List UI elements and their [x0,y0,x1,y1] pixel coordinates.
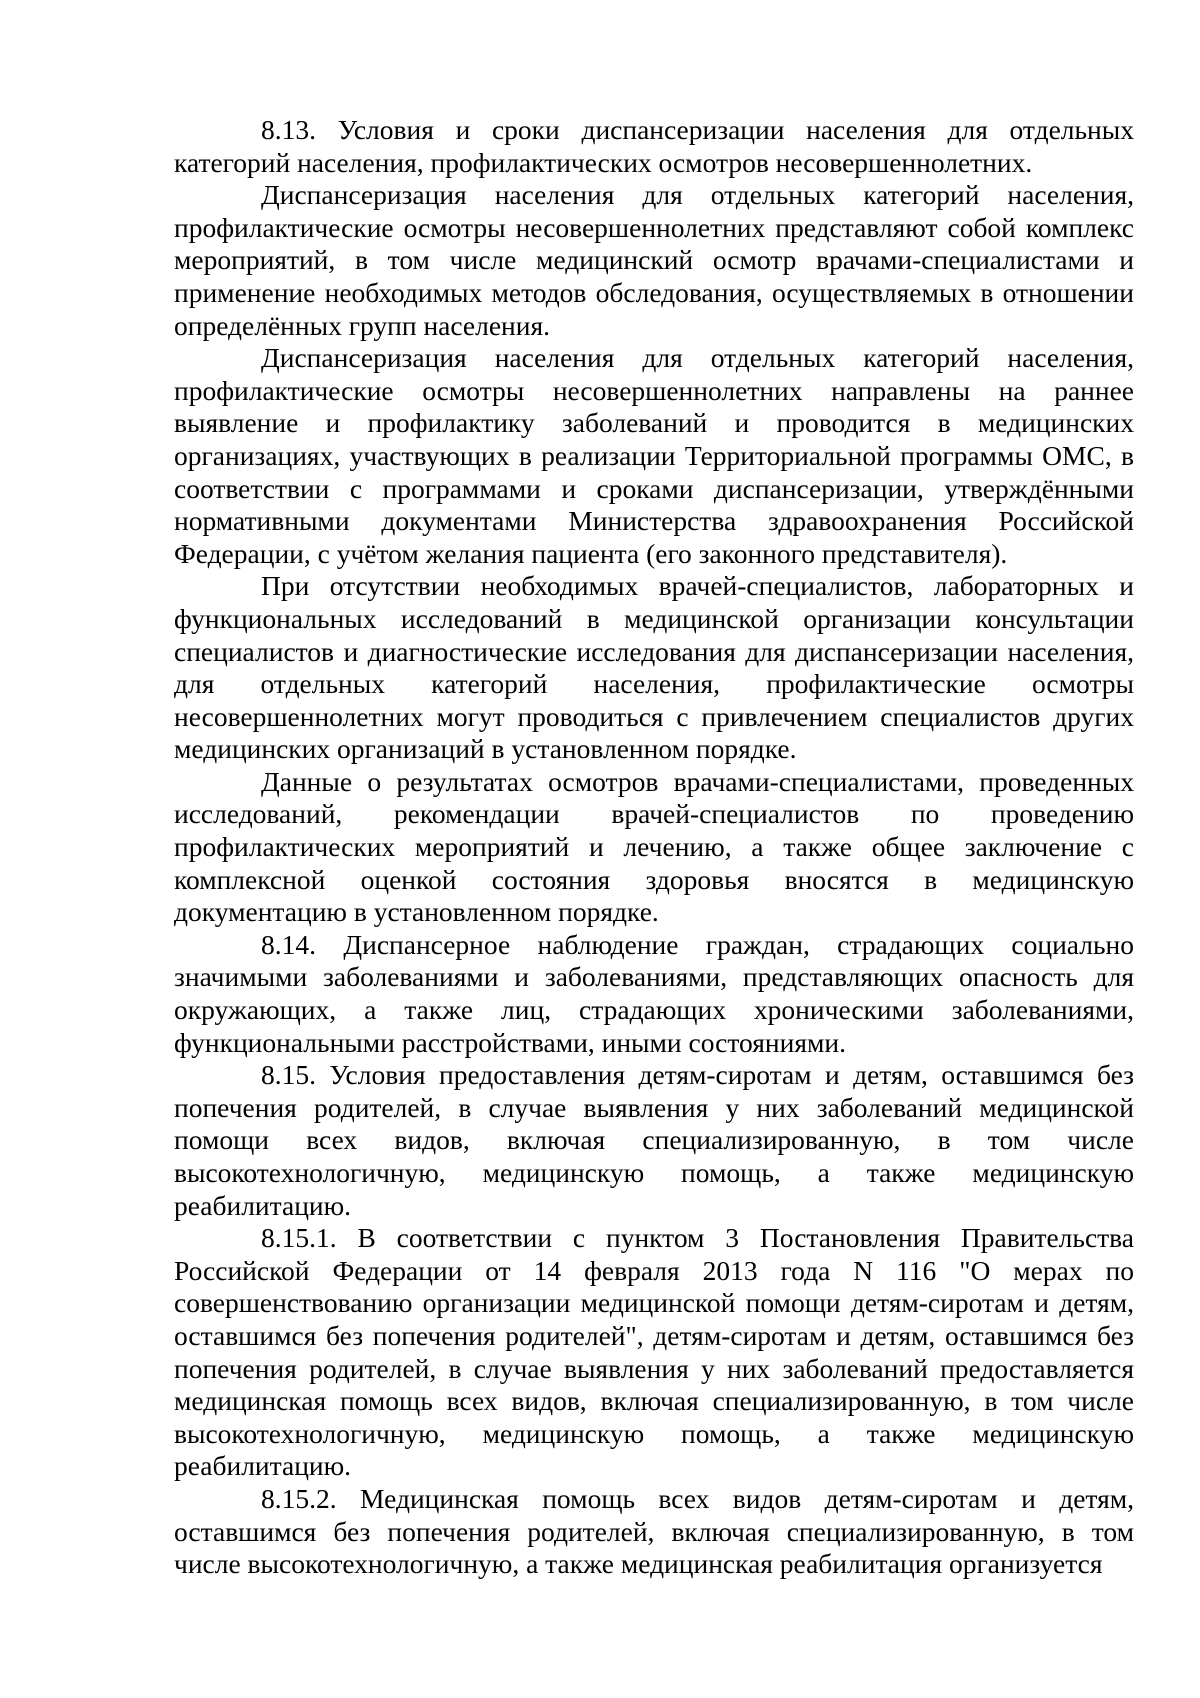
document-page [174,114,1134,1581]
paragraph-8-15-1: 8.15.1. В соответствии с пунктом 3 Постановления Правительства Российской Федерации от 14 февраля 2013 года N 116 "О мерах по совершенствованию организации медицинской помощи детям-сиротам и детям, оставшимся без попечения родителей", детям-сиротам и детям, оставшимся без попечения родителей, в случае выявления у них заболеваний предоставляется медицинская помощь всех видов, включая специализированную, в том числе высокотехнологичную, медицинскую помощь, а также медицинскую реабилитацию. [174,1222,1134,1482]
paragraph-dispensarization-definition: Диспансеризация населения для отдельных категорий населения, профилактические осмотры несовершеннолетних представляют собой комплекс мероприятий, в том числе медицинский осмотр врачами-специалистами и применение необходимых методов обследования, осуществляемых в отношении определённых групп населения. [174,179,1134,341]
paragraph-missing-specialists: При отсутствии необходимых врачей-специалистов, лабораторных и функциональных исследований в медицинской организации консультации специалистов и диагностические исследования для диспансеризации населения, для отдельных категорий населения, профилактические осмотры несовершеннолетних могут проводиться с привлечением специалистов других медицинских организаций в установленном порядке. [174,570,1134,765]
paragraph-8-15-2: 8.15.2. Медицинская помощь всех видов детям-сиротам и детям, оставшимся без попечения родителей, включая специализированную, в том числе высокотехнологичную, а также медицинская реабилитация организуется [174,1482,1134,1580]
paragraph-examination-results: Данные о результатах осмотров врачами-специалистами, проведенных исследований, рекомендации врачей-специалистов по проведению профилактических мероприятий и лечению, а также общее заключение с комплексной оценкой состояния здоровья вносятся в медицинскую документацию в установленном порядке. [174,765,1134,928]
paragraph-8-13: 8.13. Условия и сроки диспансеризации населения для отдельных категорий населения, профилактических осмотров несовершеннолетних. [174,114,1134,178]
paragraph-8-14: 8.14. Диспансерное наблюдение граждан, страдающих социально значимыми заболеваниями и заболеваниями, представляющих опасность для окружающих, а также лиц, страдающих хроническими заболеваниями, функциональными расстройствами, иными состояниями. [174,928,1134,1058]
paragraph-8-15: 8.15. Условия предоставления детям-сиротам и детям, оставшимся без попечения родителей, в случае выявления у них заболеваний медицинской помощи всех видов, включая специализированную, в том числе высокотехнологичную, медицинскую помощь, а также медицинскую реабилитацию. [174,1059,1134,1221]
paragraph-dispensarization-purpose: Диспансеризация населения для отдельных категорий населения, профилактические осмотры несовершеннолетних направлены на раннее выявление и профилактику заболеваний и проводится в медицинских организациях, участвующих в реализации Территориальной программы ОМС, в соответствии с программами и сроками диспансеризации, утверждёнными нормативными документами Министерства здравоохранения Российской Федерации, с учётом желания пациента (его законного представителя). [174,342,1134,569]
